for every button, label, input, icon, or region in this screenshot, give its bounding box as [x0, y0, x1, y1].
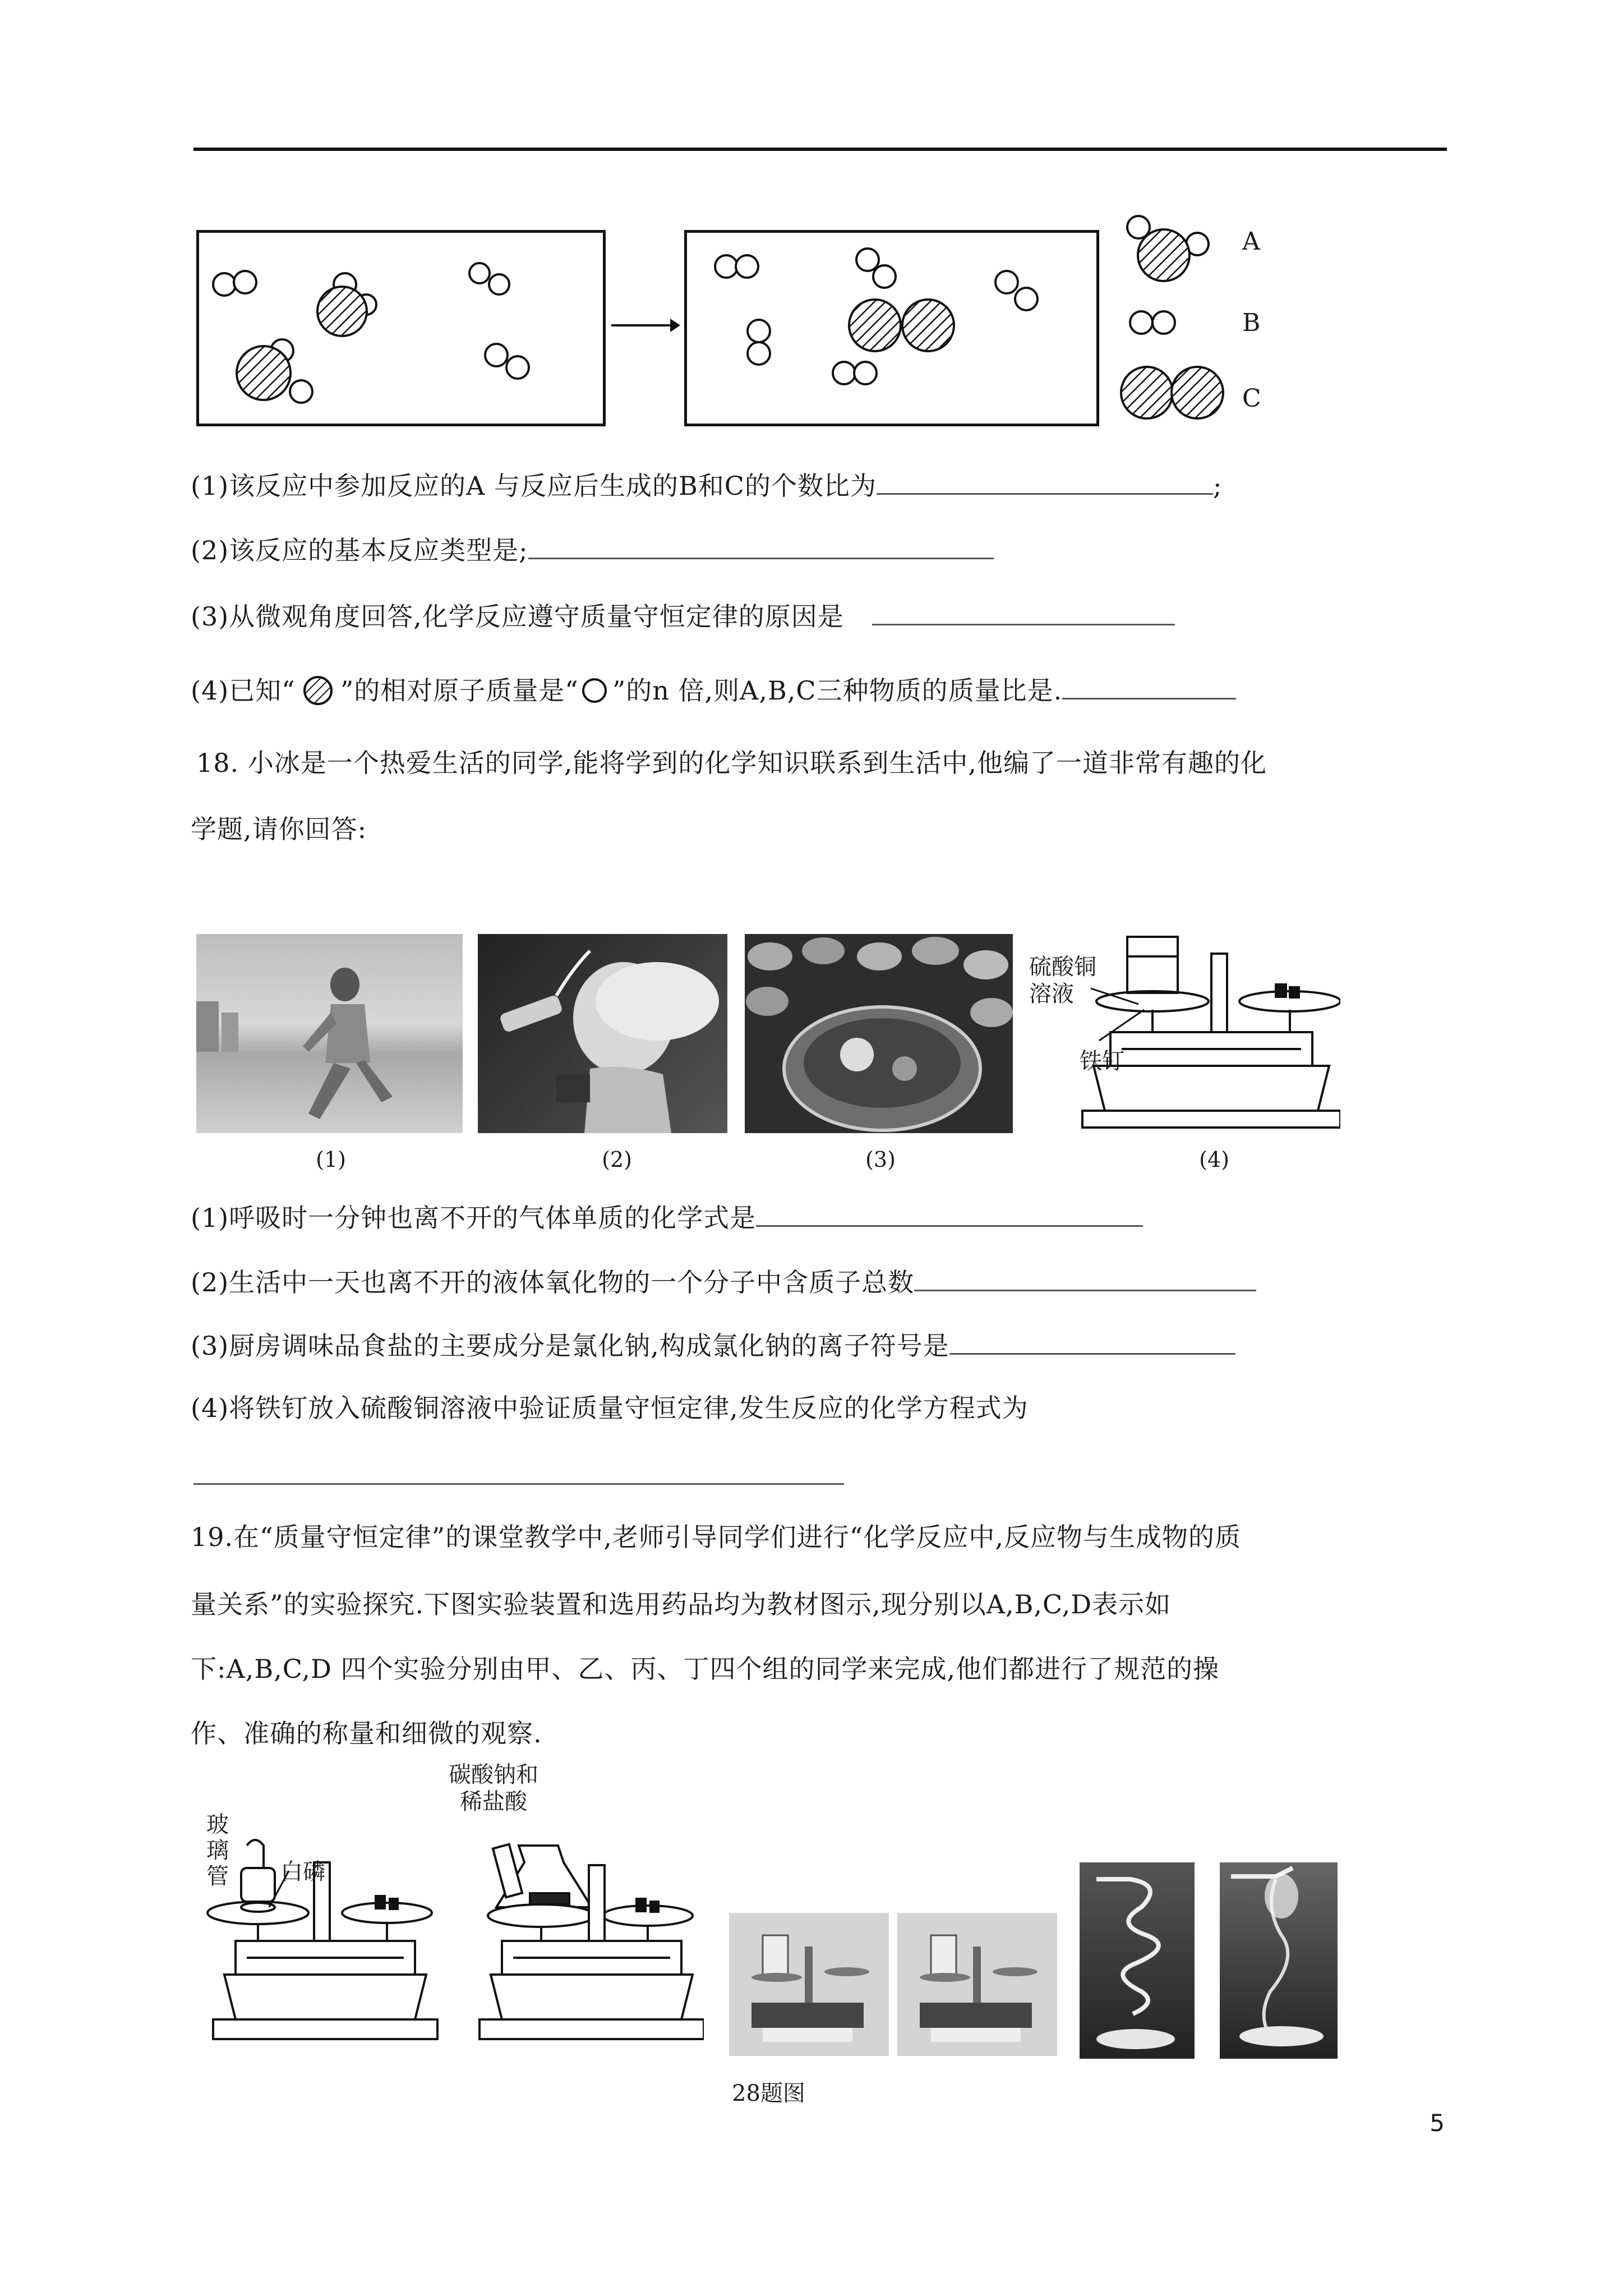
- label-glass-tube-char3: 管: [206, 1864, 229, 1889]
- label-reagents: [449, 1761, 538, 1815]
- figure-caption: 28题图: [732, 2081, 805, 2106]
- q17-item-3: [191, 599, 1175, 633]
- answer-blank[interactable]: [756, 1200, 1143, 1227]
- header-rule: [193, 148, 1447, 151]
- legend-b-label: B: [1242, 309, 1261, 337]
- molecule-b: [1130, 311, 1175, 334]
- label-glass-tube-char2: 璃: [206, 1838, 229, 1864]
- photo-drinking-water: [478, 934, 727, 1133]
- reactant-molecules: [199, 233, 603, 424]
- q18-item-1-text: (1)呼吸时一分钟也离不开的气体单质的化学式是: [191, 1203, 757, 1233]
- reaction-arrow: [608, 314, 681, 337]
- page-number: 5: [1430, 2109, 1445, 2137]
- photo-magnesium-coil: [1080, 1862, 1195, 2059]
- answer-blank-equation[interactable]: [193, 1458, 844, 1485]
- q17-item-1-text: (1)该反应中参加反应的A 与反应后生成的B和C的个数比为: [191, 471, 877, 501]
- product-molecules: [687, 233, 1096, 424]
- q18-item-4: (4)将铁钉放入硫酸铜溶液中验证质量守恒定律,发生反应的化学方程式为: [191, 1393, 1029, 1423]
- legend-a-label: A: [1242, 227, 1260, 256]
- answer-blank[interactable]: [914, 1265, 1256, 1291]
- q17-item-4-text-c: ”的n 倍,则A,B,C三种物质的质量比是.: [612, 675, 1063, 706]
- caption-1: (1): [316, 1147, 346, 1172]
- q18-item-3: [191, 1328, 1235, 1363]
- q17-item-2-text: (2)该反应的基本反应类型是;: [191, 535, 528, 565]
- q19-line-3: 下:A,B,C,D 四个实验分别由甲、乙、丙、丁四个组的同学来完成,他们都进行了规范的操: [191, 1654, 1220, 1684]
- q17-item-4: [191, 673, 1236, 707]
- label-iron-nail: 铁钉: [1080, 1048, 1124, 1074]
- photo-balance-after: [897, 1913, 1057, 2056]
- molecule-a: [1127, 216, 1209, 281]
- answer-blank[interactable]: [1062, 673, 1236, 700]
- product-box: [684, 230, 1099, 426]
- answer-blank[interactable]: [877, 468, 1213, 495]
- balance-sodium-carbonate-diagram: [446, 1812, 704, 2070]
- q18-item-2: [191, 1265, 1256, 1299]
- q19-line-4: 作、准确的称量和细微的观察.: [191, 1718, 542, 1749]
- q18-item-1: [191, 1200, 1143, 1235]
- photo-magnesium-burning: [1220, 1862, 1338, 2059]
- caption-4: (4): [1199, 1147, 1229, 1172]
- label-glass-tube: [206, 1812, 229, 1889]
- label-glass-tube-char1: 玻: [206, 1812, 229, 1838]
- label-white-phosphorus: 白磷: [280, 1859, 325, 1885]
- answer-blank[interactable]: [528, 533, 994, 559]
- q17-item-4-text-b: ”的相对原子质量是“: [340, 675, 579, 706]
- q17-item-1: [191, 468, 1223, 503]
- photo-runner: [196, 934, 463, 1133]
- q19-line-2: 量关系”的实验探究.下图实验装置和选用药品均为教材图示,现分别以A,B,C,D表示如: [191, 1589, 1172, 1619]
- label-reagents-line1: 碳酸钠和: [449, 1762, 538, 1788]
- balance-white-phosphorus-diagram: [202, 1829, 449, 2070]
- legend-c-label: C: [1242, 384, 1261, 413]
- q18-intro-line-1: 18. 小冰是一个热爱生活的同学,能将学到的化学知识联系到生活中,他编了一道非常有趣的化: [196, 748, 1267, 778]
- q18-item-2-text: (2)生活中一天也离不开的液体氧化物的一个分子中含质子总数: [191, 1267, 915, 1297]
- q18-intro-line-2: 学题,请你回答:: [191, 814, 367, 844]
- hatched-atom-icon: [296, 674, 340, 707]
- label-copper-sulfate: [1029, 954, 1096, 1007]
- answer-blank[interactable]: [949, 1328, 1235, 1355]
- molecule-c: [1121, 367, 1223, 418]
- q17-item-1-tail: ;: [1213, 471, 1223, 501]
- photo-kitchen-food: [745, 934, 1013, 1133]
- q17-item-4-text-a: (4)已知“: [191, 675, 296, 706]
- photo-balance-before: [729, 1913, 889, 2056]
- answer-blank[interactable]: [872, 599, 1175, 625]
- q19-line-1: 19.在“质量守恒定律”的课堂教学中,老师引导同学们进行“化学反应中,反应物与生成物的质: [191, 1522, 1241, 1552]
- reactant-box: [196, 230, 606, 426]
- caption-3: (3): [865, 1147, 896, 1172]
- q17-item-3-text: (3)从微观角度回答,化学反应遵守质量守恒定律的原因是: [191, 601, 844, 632]
- label-copper-sulfate-line2: 溶液: [1029, 981, 1074, 1007]
- caption-2: (2): [602, 1147, 632, 1172]
- q17-item-2: [191, 533, 994, 567]
- label-reagents-line2: 稀盐酸: [460, 1789, 527, 1815]
- q18-item-3-text: (3)厨房调味品食盐的主要成分是氯化钠,构成氯化钠的离子符号是: [191, 1331, 949, 1361]
- label-copper-sulfate-line1: 硫酸铜: [1029, 954, 1096, 980]
- open-atom-icon: [579, 674, 612, 707]
